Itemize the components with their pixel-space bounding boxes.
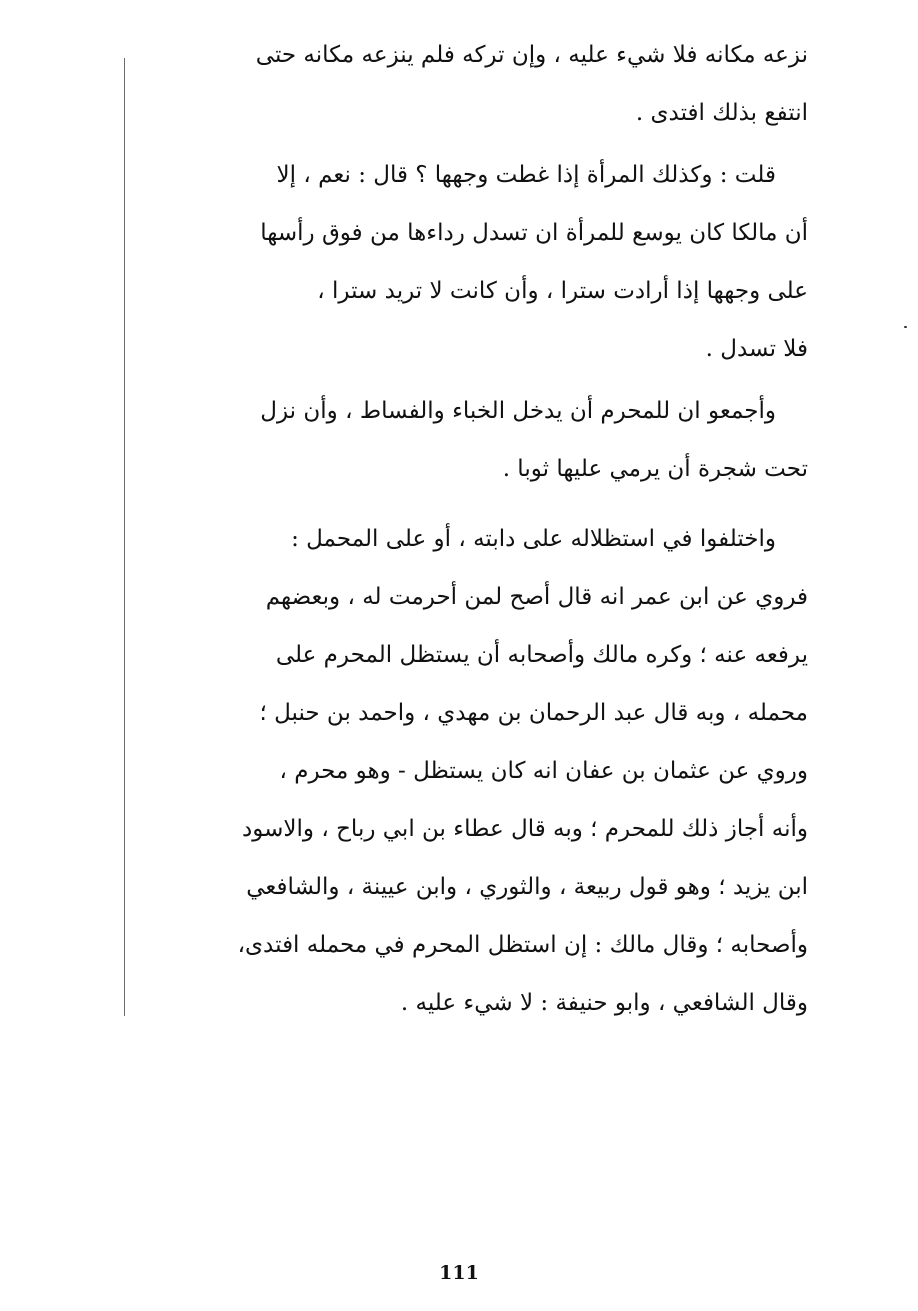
text-line: واختلفوا في استظلاله على دابته ، أو على المحمل : [291,526,776,552]
text-line: تحت شجرة أن يرمي عليها ثوبا . [502,456,808,482]
text-line: على وجهها إذا أرادت سترا ، وأن كانت لا تريد سترا ، [317,278,808,304]
text-line: انتفع بذلك افتدى . [635,100,808,126]
text-line: وقال الشافعي ، وابو حنيفة : لا شيء عليه . [400,990,808,1016]
text-line: نزعه مكانه فلا شيء عليه ، وإن تركه فلم ينزعه مكانه حتى [255,42,808,68]
text-line: قلت : وكذلك المرأة إذا غطت وجهها ؟ قال : نعم ، إلا [276,162,776,188]
text-line: وأجمعو ان للمحرم أن يدخل الخباء والفساط ، وأن نزل [260,398,776,424]
text-line: وأنه أجاز ذلك للمحرم ؛ وبه قال عطاء بن ابي رباح ، والاسود [242,816,808,842]
scan-speck [904,326,907,328]
text-line: وروي عن عثمان بن عفان انه كان يستظل - وهو محرم ، [279,758,808,784]
body-text [160,26,808,1032]
text-line: ابن يزيد ؛ وهو قول ربيعة ، والثوري ، وابن عيينة ، والشافعي [246,874,808,900]
text-line: وأصحابه ؛ وقال مالك : إن استظل المحرم في محمله افتدى، [237,932,808,958]
text-line: يرفعه عنه ؛ وكره مالك وأصحابه أن يستظل المحرم على [275,642,808,668]
text-line: محمله ، وبه قال عبد الرحمان بن مهدي ، واحمد بن حنبل ؛ [259,700,808,726]
text-line: فروي عن ابن عمر انه قال أصح لمن أحرمت له ، وبعضهم [265,584,808,610]
page-number: 111 [439,1262,479,1284]
margin-rule [124,58,125,1016]
text-line: أن مالكا كان يوسع للمرأة ان تسدل رداءها من فوق رأسها [260,220,808,246]
text-line: فلا تسدل . [705,336,808,362]
